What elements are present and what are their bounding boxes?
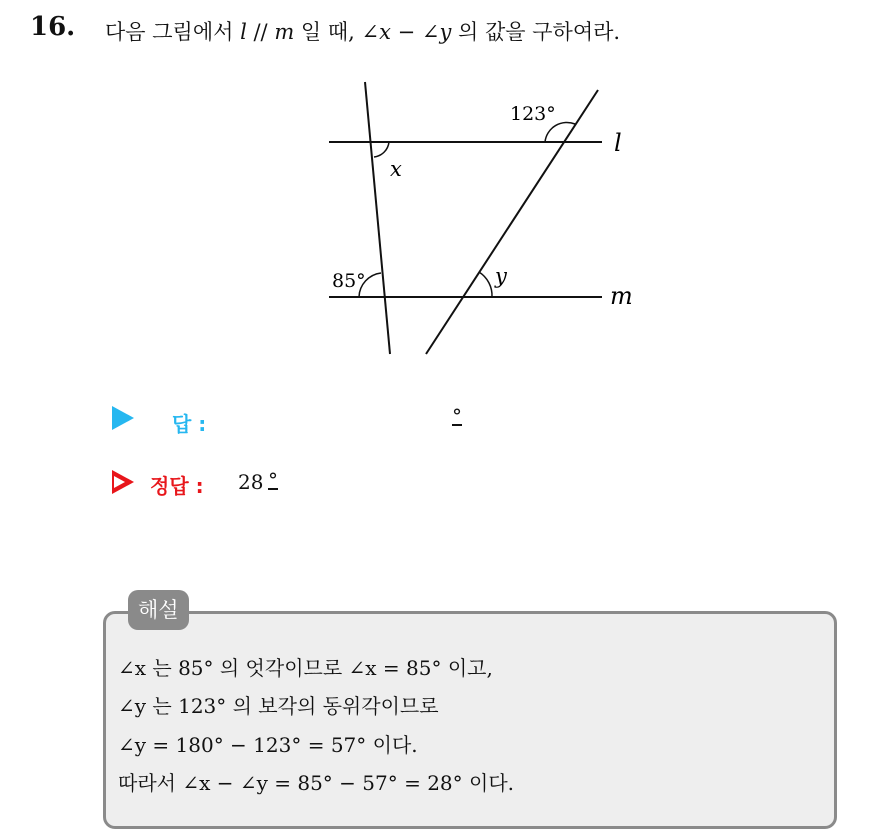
parallel-symbol: // xyxy=(246,20,275,44)
line-l-symbol: l xyxy=(240,20,247,44)
geometry-figure xyxy=(320,75,650,365)
transversal-left xyxy=(365,82,390,354)
explanation-line: ∠y = 180° − 123° = 57° 이다. xyxy=(118,733,418,757)
line-label-m: m xyxy=(610,282,633,310)
transversal-right xyxy=(426,90,598,354)
angle-label-y: y xyxy=(495,264,507,288)
explanation-tab: 해설 xyxy=(128,590,189,630)
angle-y-symbol: y xyxy=(439,20,452,44)
explanation-line: 따라서 ∠x − ∠y = 85° − 57° = 28° 이다. xyxy=(118,771,515,795)
question-text-part: 일 때, ∠ xyxy=(294,20,380,44)
angle-y-arc xyxy=(479,272,492,297)
explanation-line: ∠x 는 85° 의 엇각이므로 ∠x = 85° 이고, xyxy=(118,656,493,680)
question-text-part: − ∠ xyxy=(390,20,440,44)
line-m-symbol: m xyxy=(274,20,295,44)
question-number: 16. xyxy=(30,12,76,42)
answer-label: 답 : xyxy=(172,412,207,436)
angle-label-85: 85° xyxy=(332,270,366,292)
explanation-box xyxy=(103,611,837,829)
explanation-line: ∠y 는 123° 의 보각의 동위각이므로 xyxy=(118,694,439,718)
angle-label-123: 123° xyxy=(510,103,556,125)
question-text-part: 다음 그림에서 xyxy=(105,20,241,44)
answer-marker-icon xyxy=(112,406,134,430)
correct-unit: ° xyxy=(268,468,278,492)
correct-value: 28 xyxy=(238,470,264,494)
correct-label: 정답 : xyxy=(150,474,204,498)
angle-x-arc xyxy=(374,142,389,157)
question-text-part: 의 값을 구하여라. xyxy=(451,20,621,44)
answer-unit: ° xyxy=(452,404,462,428)
correct-marker-inner xyxy=(114,476,125,488)
angle-label-x: x xyxy=(390,157,402,181)
line-label-l: l xyxy=(614,129,622,157)
angle-x-symbol: x xyxy=(379,20,391,44)
question-text xyxy=(105,16,620,46)
